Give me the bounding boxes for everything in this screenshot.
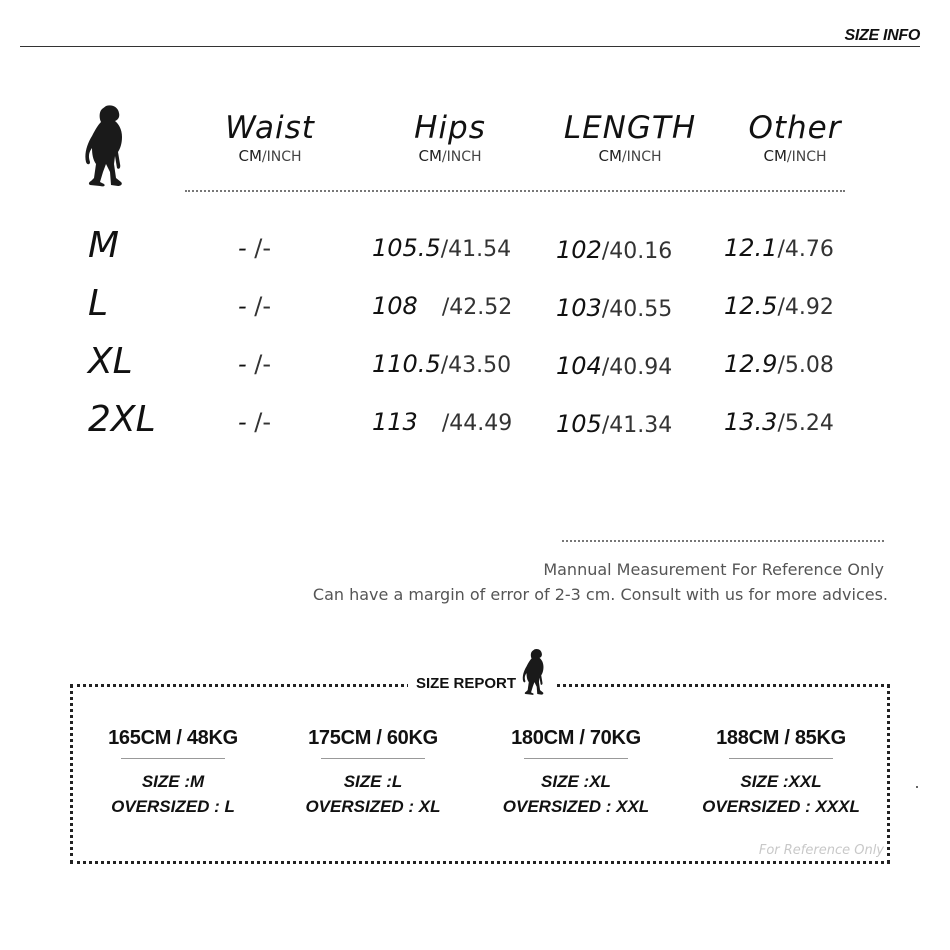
header-divider (20, 46, 920, 47)
length-cell: 102/40.16 (556, 236, 673, 264)
height-weight: 175CM / 60KG (308, 727, 438, 749)
stray-dot (916, 786, 918, 788)
column-unit: CM/INCH (598, 147, 662, 165)
recommended-size: SIZE :XL (541, 772, 611, 791)
hips-cell: 110.5/43.50 (372, 350, 512, 378)
other-cell: 13.3/5.24 (724, 408, 834, 436)
column-unit: CM/INCH (763, 147, 827, 165)
recommended-size: SIZE :XXL (740, 772, 822, 791)
size-label: L (88, 283, 109, 324)
column-header-waist (205, 110, 335, 167)
header-dotted-divider (185, 190, 845, 192)
item-divider (524, 758, 628, 759)
margin-note: Can have a margin of error of 2-3 cm. Consult with us for more advices. (312, 585, 888, 604)
column-name: LENGTH (563, 110, 697, 146)
hips-cell: 105.5/41.54 (372, 234, 512, 262)
recommended-size: SIZE :M (141, 772, 205, 791)
oversized-size: OVERSIZED : XXL (502, 797, 650, 816)
reference-footer: For Reference Only (758, 843, 884, 858)
other-cell: 12.1/4.76 (724, 234, 834, 262)
item-divider (321, 758, 425, 759)
column-header-length (550, 110, 710, 167)
column-name: Other (748, 110, 842, 146)
height-weight: 165CM / 48KG (108, 727, 238, 749)
other-cell: 12.9/5.08 (724, 350, 834, 378)
size-report-item (681, 724, 881, 819)
height-weight: 180CM / 70KG (511, 727, 641, 749)
waist-cell: - /- (238, 292, 272, 320)
size-report-header (408, 640, 556, 696)
column-name: Hips (414, 110, 486, 146)
size-label: XL (88, 341, 133, 382)
waist-cell: - /- (238, 408, 272, 436)
item-divider (121, 758, 225, 759)
column-unit: CM/INCH (418, 147, 482, 165)
length-cell: 105/41.34 (556, 410, 673, 438)
notes-dotted-divider (562, 540, 884, 542)
length-cell: 104/40.94 (556, 352, 673, 380)
size-report-title: SIZE REPORT (416, 675, 517, 692)
size-label: M (88, 225, 120, 266)
size-label: 2XL (88, 399, 156, 440)
height-weight: 188CM / 85KG (716, 727, 846, 749)
recommended-size: SIZE :L (343, 772, 403, 791)
item-divider (729, 758, 833, 759)
column-unit: CM/INCH (238, 147, 302, 165)
column-header-other (730, 110, 860, 167)
size-report-item (476, 724, 676, 819)
ape-silhouette-icon (84, 104, 130, 188)
page-title: SIZE INFO (844, 27, 920, 44)
column-header-hips (385, 110, 515, 167)
oversized-size: OVERSIZED : XL (305, 797, 441, 816)
oversized-size: OVERSIZED : L (111, 797, 235, 816)
oversized-size: OVERSIZED : XXXL (702, 797, 860, 816)
reference-note: Mannual Measurement For Reference Only (543, 560, 884, 579)
waist-cell: - /- (238, 234, 272, 262)
size-report-item (73, 724, 273, 819)
other-cell: 12.5/4.92 (724, 292, 834, 320)
column-name: Waist (225, 110, 315, 146)
hips-cell: 113 /44.49 (372, 408, 513, 436)
size-report-item (273, 724, 473, 819)
ape-silhouette-icon (522, 648, 548, 696)
hips-cell: 108 /42.52 (372, 292, 513, 320)
waist-cell: - /- (238, 350, 272, 378)
length-cell: 103/40.55 (556, 294, 673, 322)
